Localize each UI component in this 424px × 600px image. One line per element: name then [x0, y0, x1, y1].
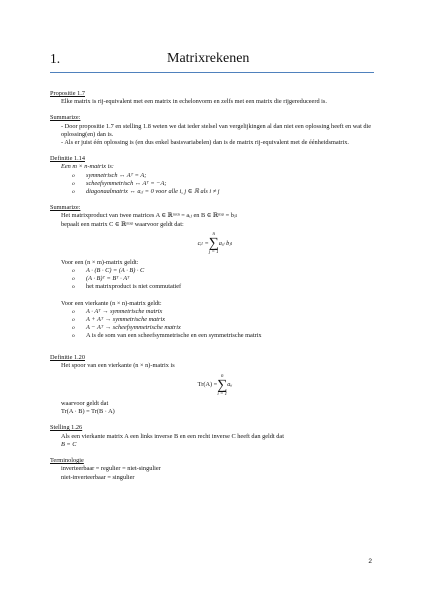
list-item: o diagonaalmatrix ↔ aᵢⱼ = 0 voor alle i, j ∈ ℝ als i ≠ j	[72, 188, 220, 196]
spoor-after: waarvoor geldt dat	[61, 400, 109, 408]
chapter-header	[50, 51, 374, 73]
bullet-icon: o	[72, 284, 75, 291]
sq-intro: Voor een vierkante (n × n)-matrix geldt:	[61, 299, 162, 307]
bullet-icon: o	[72, 172, 75, 179]
propositie-heading: Propositie 1.7	[50, 90, 85, 97]
samenvatting-line-1: - Door propositie 1.7 en stelling 1.8 weten we dat ieder stelsel van vergelijkingen al dan niet een oplossing heeft en wat die oplossing(en) dan is.	[61, 122, 372, 138]
stelling-line-2: B = C	[61, 440, 77, 448]
product-line-1: Het matrixproduct van twee matrices A ∈ ℝᵐˣⁿ = aᵢⱼ en B ∈ ℝⁿˣᵖ = bⱼₗ	[61, 212, 238, 220]
samenvatting-heading: Summarize:	[50, 204, 81, 212]
sum-symbol: n ∑ i = 1	[217, 373, 228, 397]
definitie-heading: Definitie 1.14	[50, 155, 85, 163]
stelling-heading: Stelling 1.26	[50, 424, 83, 432]
list-item: o A · (B · C) = (A · B) · C	[72, 267, 145, 275]
terminologie-line-2: niet-inverteerbaar = singulier	[61, 473, 135, 481]
stelling-line-1: Als een vierkante matrix A een links inverse B en een recht inverse C heeft dan geldt dat	[61, 432, 284, 440]
list-item: o A · Aᵀ → symmetrische matrix	[72, 307, 163, 315]
list-item: o A + Aᵀ → symmetrische matrix	[72, 316, 166, 324]
propositie-text: Elke matrix is rij-equivalent met een matrix in echelonvorm en zelfs met een matrix die rijgereduceerd is.	[61, 98, 327, 106]
header-rule	[50, 72, 374, 73]
sum-symbol: n ∑ j = 1	[208, 232, 219, 256]
bullet-icon: o	[72, 308, 75, 315]
nm-intro: Voor een (n × m)-matrix geldt:	[61, 258, 139, 266]
definitie-intro: Een m × n-matrix is:	[61, 163, 114, 171]
bullet-icon: o	[72, 325, 75, 332]
samenvatting-heading: Summarize:	[50, 114, 81, 122]
list-item: o scheefsymmetrisch ↔ Aᵀ = −A;	[72, 179, 167, 187]
bullet-icon: o	[72, 268, 75, 275]
list-item: o het matrixproduct is niet commutatief	[72, 283, 182, 291]
bullet-icon: o	[72, 180, 75, 187]
product-formula: cᵢₗ = n ∑ j = 1 aᵢⱼ bⱼₗ	[197, 232, 233, 256]
chapter-title: Matrixrekenen	[167, 51, 250, 66]
spoor-text: Het spoor van een vierkante (n × n)-matrix is	[61, 361, 175, 369]
bullet-icon: o	[72, 276, 75, 283]
product-line-2: bepaalt een matrix C ∈ ℝᵐˣᵖ waarvoor geldt dat:	[61, 220, 184, 228]
page-body	[50, 90, 380, 482]
bullet-icon: o	[72, 189, 75, 196]
list-item: o (A · B)ᵀ = Bᵀ · Aᵀ	[72, 275, 130, 283]
terminologie-heading: Terminologie	[50, 457, 84, 465]
samenvatting-line-2: - Als er juist één oplossing is (en dus enkel basisvariabelen) dan is de matrix rij-equivalent met de éénheidsmatrix.	[61, 139, 350, 147]
list-item: o symmetrisch ↔ Aᵀ = A;	[72, 171, 147, 179]
trace-formula: Tr(A) = n ∑ i = 1 aᵢᵢ	[197, 373, 233, 397]
terminologie-line-1: inverteerbaar = regulier = niet-singulier	[61, 465, 161, 473]
list-item: o A is de som van een scheefsymmetrische en een symmetrische matrix	[72, 332, 262, 340]
page-number: 2	[368, 558, 372, 565]
list-item: o A − Aᵀ → scheefsymmetrische matrix	[72, 324, 181, 332]
chapter-number: 1.	[50, 51, 61, 66]
definitie-heading: Definitie 1.20	[50, 353, 85, 361]
bullet-icon: o	[72, 333, 75, 340]
bullet-icon: o	[72, 317, 75, 324]
spoor-identity: Tr(A · B) = Tr(B · A)	[61, 408, 115, 416]
